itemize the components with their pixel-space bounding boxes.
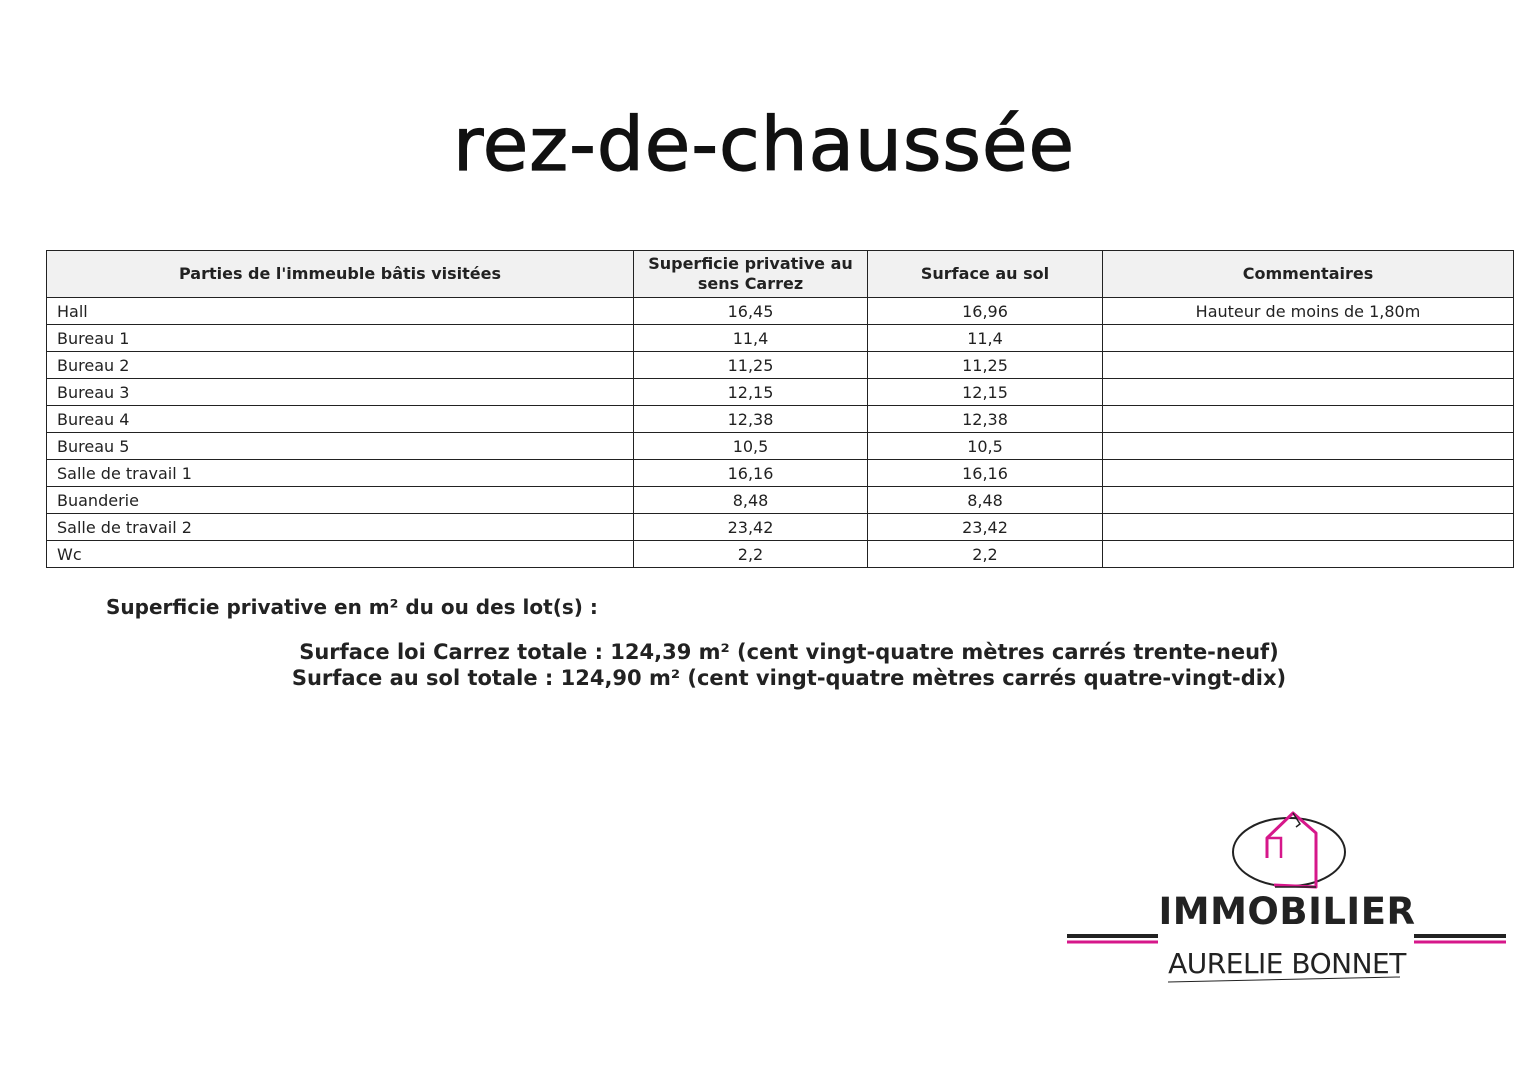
- sol-cell: 16,16: [868, 460, 1103, 487]
- total-carrez: Surface loi Carrez totale : 124,39 m² (cent vingt-quatre mètres carrés trente-neuf): [299, 640, 1279, 664]
- logo-text-immobilier: IMMOBILIER: [1158, 890, 1416, 933]
- table-header-row: [47, 251, 1514, 298]
- comment-cell: [1103, 406, 1514, 433]
- table-row: [47, 406, 1514, 433]
- sol-cell: 2,2: [868, 541, 1103, 568]
- table-row: [47, 298, 1514, 325]
- table-row: [47, 433, 1514, 460]
- carrez-cell: 2,2: [634, 541, 868, 568]
- room-name-cell: Bureau 5: [47, 433, 634, 460]
- carrez-cell: 11,4: [634, 325, 868, 352]
- table-row: [47, 352, 1514, 379]
- sol-cell: 23,42: [868, 514, 1103, 541]
- carrez-cell: 12,38: [634, 406, 868, 433]
- sol-cell: 10,5: [868, 433, 1103, 460]
- total-sol: Surface au sol totale : 124,90 m² (cent vingt-quatre mètres carrés quatre-vingt-dix): [291, 666, 1287, 690]
- room-name-cell: Hall: [47, 298, 634, 325]
- summary-heading: Superficie privative en m² du ou des lot(s) :: [106, 595, 598, 619]
- room-name-cell: Bureau 3: [47, 379, 634, 406]
- table-row: [47, 514, 1514, 541]
- carrez-cell: 23,42: [634, 514, 868, 541]
- carrez-cell: 16,16: [634, 460, 868, 487]
- comment-cell: [1103, 325, 1514, 352]
- carrez-cell: 16,45: [634, 298, 868, 325]
- logo-text-name: AURELIE BONNET: [1168, 947, 1406, 980]
- table-row: [47, 541, 1514, 568]
- carrez-cell: 11,25: [634, 352, 868, 379]
- comment-cell: [1103, 514, 1514, 541]
- page-title: rez-de-chaussée: [452, 102, 1076, 188]
- carrez-cell: 10,5: [634, 433, 868, 460]
- header-sol: Surface au sol: [868, 251, 1103, 298]
- sol-cell: 8,48: [868, 487, 1103, 514]
- sol-cell: 11,25: [868, 352, 1103, 379]
- surface-table: [46, 250, 1514, 568]
- room-name-cell: Wc: [47, 541, 634, 568]
- table-row: [47, 487, 1514, 514]
- comment-cell: [1103, 460, 1514, 487]
- comment-cell: [1103, 433, 1514, 460]
- sol-cell: 12,15: [868, 379, 1103, 406]
- room-name-cell: Buanderie: [47, 487, 634, 514]
- carrez-cell: 8,48: [634, 487, 868, 514]
- room-name-cell: Salle de travail 1: [47, 460, 634, 487]
- sol-cell: 12,38: [868, 406, 1103, 433]
- comment-cell: [1103, 352, 1514, 379]
- room-name-cell: Bureau 1: [47, 325, 634, 352]
- table-row: [47, 325, 1514, 352]
- sol-cell: 16,96: [868, 298, 1103, 325]
- comment-cell: [1103, 487, 1514, 514]
- sol-cell: 11,4: [868, 325, 1103, 352]
- table-row: [47, 379, 1514, 406]
- table-row: [47, 460, 1514, 487]
- room-name-cell: Salle de travail 2: [47, 514, 634, 541]
- header-carrez: Superficie privative au sens Carrez: [634, 251, 868, 298]
- comment-cell: [1103, 379, 1514, 406]
- room-name-cell: Bureau 4: [47, 406, 634, 433]
- comment-cell: Hauteur de moins de 1,80m: [1103, 298, 1514, 325]
- room-name-cell: Bureau 2: [47, 352, 634, 379]
- comment-cell: [1103, 541, 1514, 568]
- carrez-cell: 12,15: [634, 379, 868, 406]
- header-commentaires: Commentaires: [1103, 251, 1514, 298]
- header-parties: Parties de l'immeuble bâtis visitées: [47, 251, 634, 298]
